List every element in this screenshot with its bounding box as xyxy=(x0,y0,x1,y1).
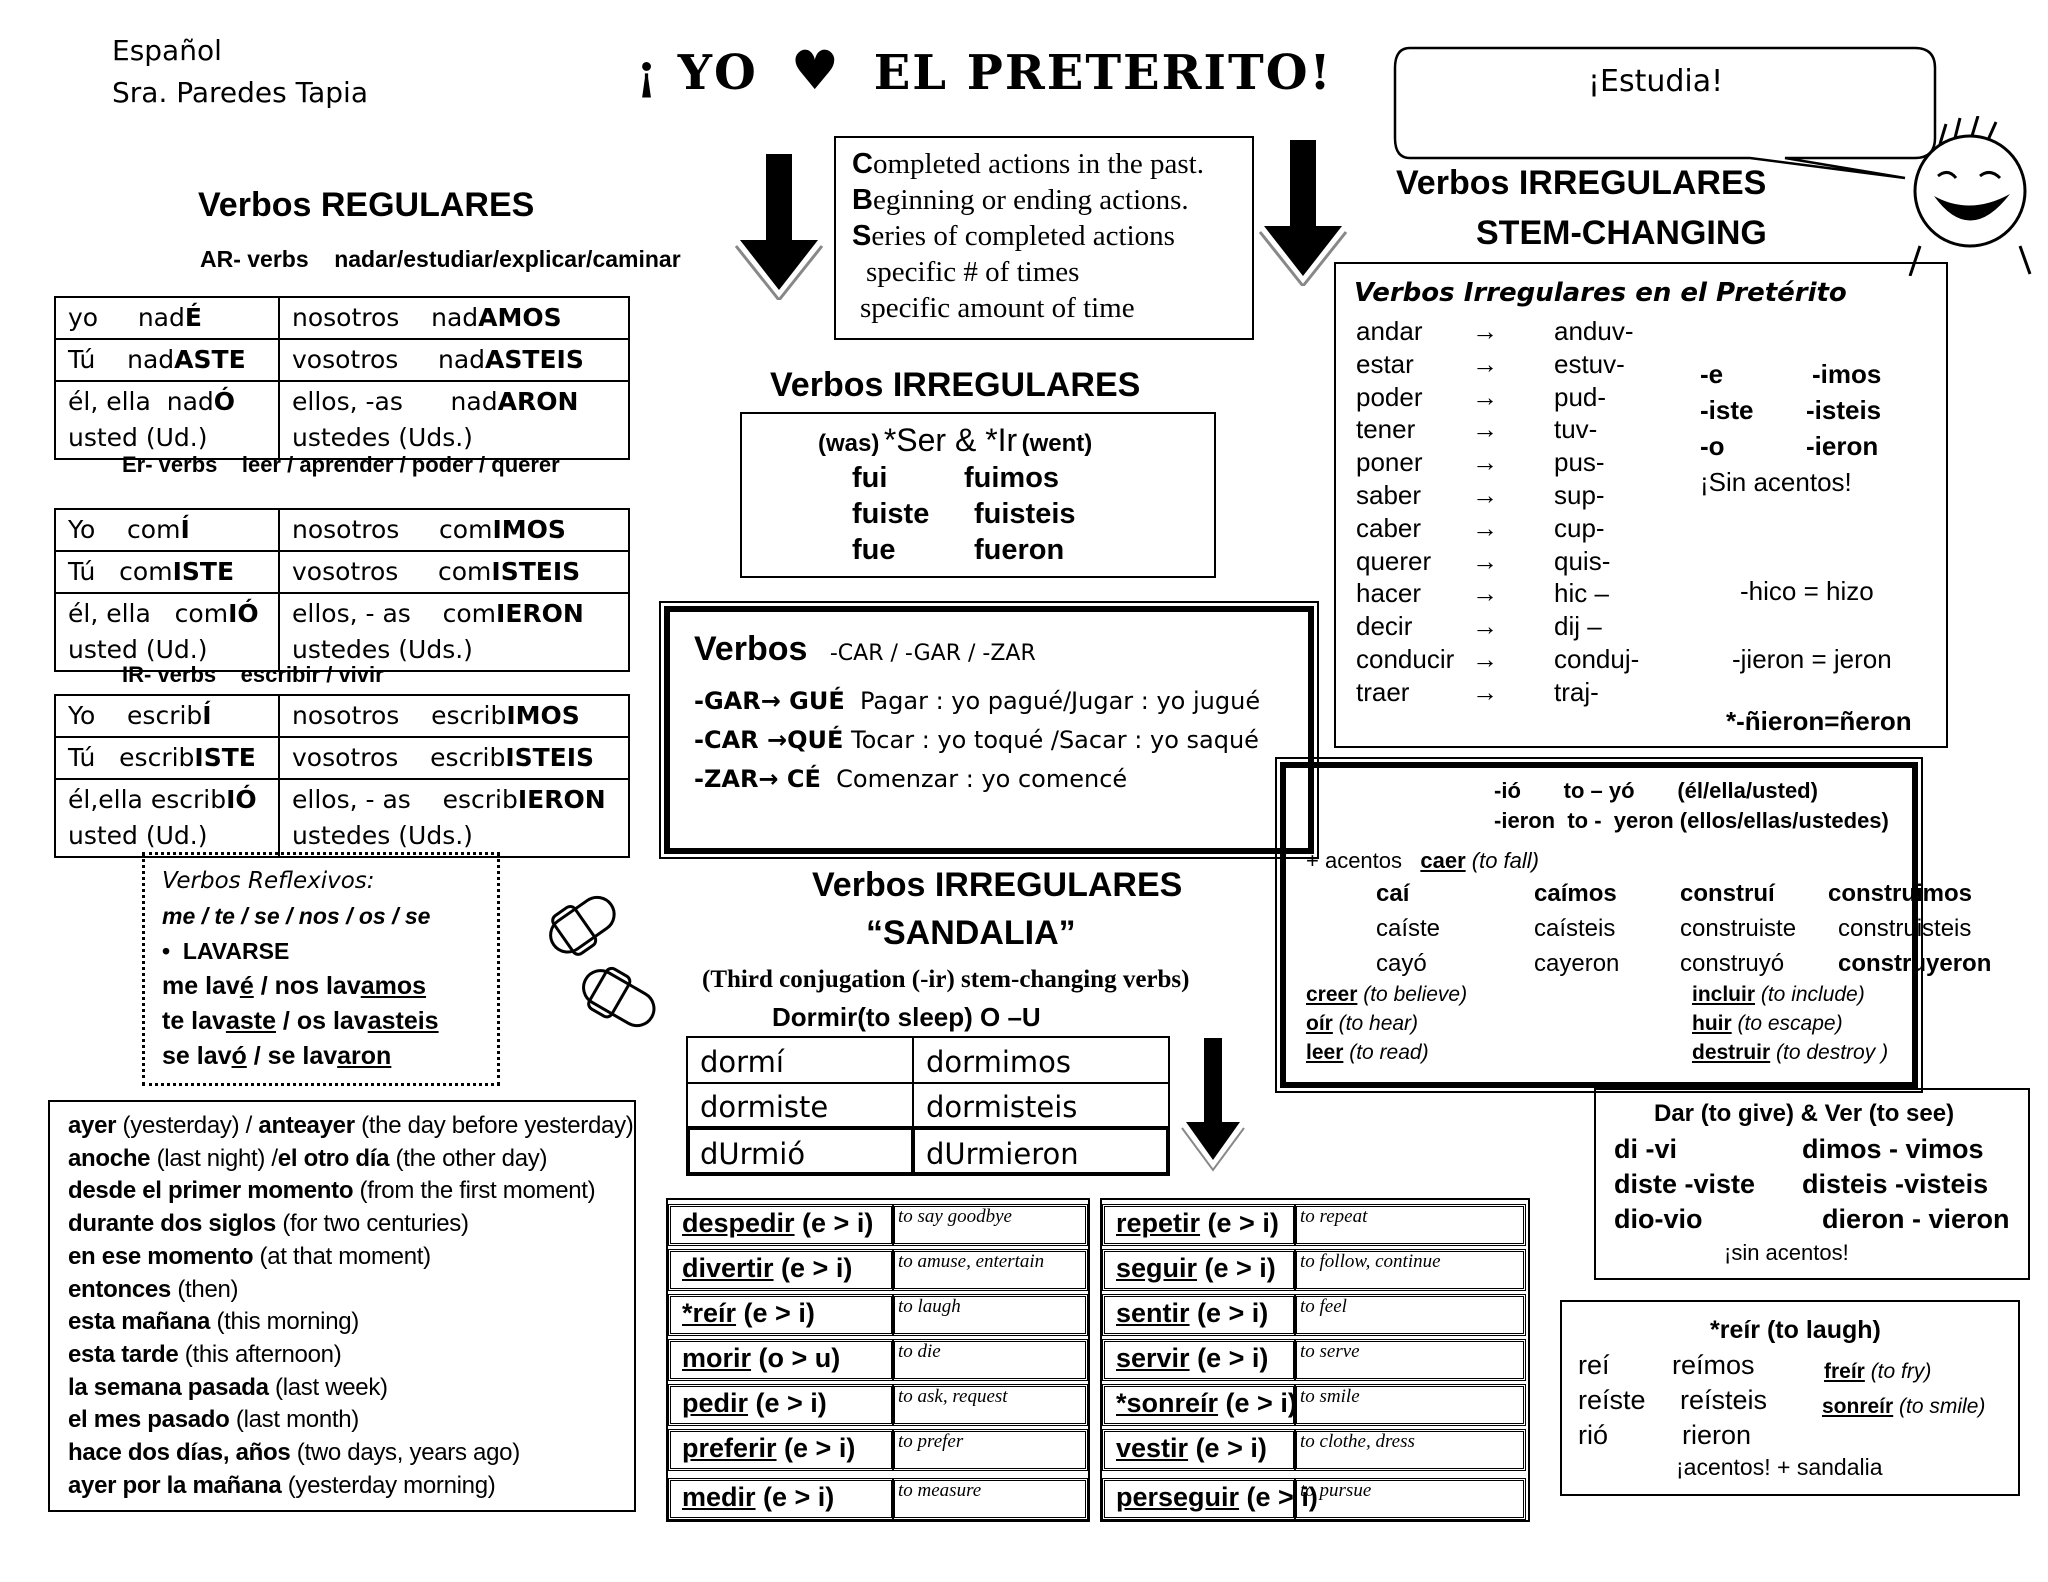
table-cell: ellos, - as comIERON ustedes (Uds.) xyxy=(279,593,629,671)
table-cell: vosotros nadASTEIS xyxy=(279,339,629,381)
table-cell: nosotros nadAMOS xyxy=(279,297,629,339)
table-cell: él,ella escribIÓ usted (Ud.) xyxy=(55,779,279,857)
table-row: construiste construisteis xyxy=(1680,915,1972,942)
stem-verb: medir (e > i) xyxy=(682,1482,835,1512)
ar-conjugation-table xyxy=(54,296,630,460)
list-item: huir (to escape) xyxy=(1692,1012,1843,1035)
use-item: specific # of times xyxy=(866,256,1080,288)
list-item: caber → cup- xyxy=(1356,512,1605,543)
list-item: el mes pasado (last month) xyxy=(68,1406,359,1434)
stem-section-subtitle: STEM-CHANGING xyxy=(1476,214,1767,252)
list-item: en ese momento (at that moment) xyxy=(68,1242,431,1270)
table-row: construí construimos xyxy=(1680,880,1973,907)
table-cell: ellos, - as escribIERON ustedes (Uds.) xyxy=(279,779,629,857)
list-item: freír (to fry) xyxy=(1824,1360,1932,1383)
list-item: desde el primer momento (from the first moment) xyxy=(68,1177,596,1205)
arrow-right-icon: → xyxy=(1472,578,1498,609)
table-row: rió rieron xyxy=(1578,1420,1752,1450)
table-cell: vosotros comISTEIS xyxy=(279,551,629,593)
list-item: hace dos días, años (two days, years ago) xyxy=(68,1439,520,1467)
verb-meaning: to repeat xyxy=(1300,1206,1368,1227)
lavarse-row: se lavó / se lavaron xyxy=(162,1042,392,1070)
table-row: construyó construyeron xyxy=(1680,950,1992,977)
stem-box-title: Verbos Irregulares en el Pretérito xyxy=(1354,278,1847,308)
list-item: leer (to read) xyxy=(1306,1041,1429,1064)
verb-meaning: to pursue xyxy=(1300,1480,1372,1501)
table-cell: él, ella comIÓ usted (Ud.) xyxy=(55,593,279,671)
arrow-right-icon: → xyxy=(1472,480,1498,510)
arrow-right-icon: → xyxy=(1472,348,1498,379)
ser-ir-heading: (was) *Ser & *Ir (went) xyxy=(818,422,1093,458)
table-cell: Yo comÍ xyxy=(55,509,279,551)
arrow-right-icon: → xyxy=(1472,316,1498,346)
dormir-label: Dormir(to sleep) O –U xyxy=(772,1002,1041,1032)
reflexive-pronouns: me / te / se / nos / os / se xyxy=(162,903,431,929)
dar-ver-title: Dar (to give) & Ver (to see) xyxy=(1654,1100,1955,1127)
time-expressions-list xyxy=(68,1110,633,1502)
use-item: Series of completed actions xyxy=(852,220,1175,252)
jieron-rule: -jieron = jeron xyxy=(1732,644,1892,674)
table-cell: él, ella nadÓ usted (Ud.) xyxy=(55,381,279,459)
regulares-title: Verbos REGULARES xyxy=(198,186,535,224)
smiley-face-icon xyxy=(1900,116,2040,276)
arrow-right-icon: → xyxy=(1472,512,1498,543)
table-cell: Tú nadASTE xyxy=(55,339,279,381)
sandalia-description: (Third conjugation (-ir) stem-changing verbs) xyxy=(702,966,1190,993)
lavarse-row: me lavé / nos lavamos xyxy=(162,972,427,1000)
verb-meaning: to ask, request xyxy=(898,1386,1008,1407)
dar-ver-note: ¡sin acentos! xyxy=(1724,1240,1849,1265)
ir-verbs-label: IR- verbs escribir / vivir xyxy=(122,662,384,687)
down-arrow-icon xyxy=(1178,1034,1248,1174)
io-yo-rule-2: -ieron to - yeron (ellos/ellas/ustedes) xyxy=(1494,808,1889,833)
stem-endings xyxy=(1700,356,1881,500)
title-part-1: ¡ YO xyxy=(636,45,758,101)
car-gar-zar-heading: Verbos -CAR / -GAR / -ZAR xyxy=(694,630,1036,668)
list-item: -o -ieron xyxy=(1700,431,1879,461)
arrow-right-icon: → xyxy=(1472,676,1498,707)
list-item: oír (to hear) xyxy=(1306,1012,1419,1035)
class-label: Español xyxy=(112,34,222,67)
list-item: andar → anduv- xyxy=(1356,316,1634,346)
reflexivos-title: Verbos Reflexivos: xyxy=(162,868,375,894)
use-item: Completed actions in the past. xyxy=(852,148,1204,180)
table-row: diste -viste disteis -visteis xyxy=(1614,1169,1989,1199)
list-item: fue fueron xyxy=(852,534,1065,566)
list-item: fui fuimos xyxy=(852,462,1060,494)
list-item: -CAR →QUÉ Tocar : yo toqué /Sacar : yo saqué xyxy=(694,726,1259,754)
list-item: poner → pus- xyxy=(1356,447,1605,478)
stem-verb: despedir (e > i) xyxy=(682,1208,874,1238)
ser-ir-forms xyxy=(852,460,1076,568)
reir-forms xyxy=(1578,1348,1767,1453)
table-cell: Yo escribÍ xyxy=(55,695,279,737)
verb-meaning: to feel xyxy=(1300,1296,1347,1317)
arrow-right-icon: → xyxy=(1472,644,1498,674)
list-item: -ZAR→ CÉ Comenzar : yo comencé xyxy=(694,765,1128,793)
stem-verb: divertir (e > i) xyxy=(682,1253,853,1283)
table-row: dormiste dormisteis xyxy=(700,1090,1078,1124)
stem-verb: pedir (e > i) xyxy=(682,1388,827,1418)
list-item: poder → pud- xyxy=(1356,381,1607,412)
list-item: destruir (to destroy ) xyxy=(1692,1041,1889,1064)
stem-verb: sentir (e > i) xyxy=(1116,1298,1269,1328)
yo-verbs-right xyxy=(1692,980,1888,1067)
stem-verb: servir (e > i) xyxy=(1116,1343,1269,1373)
verb-meaning: to smile xyxy=(1300,1386,1360,1407)
list-item: sonreír (to smile) xyxy=(1822,1395,1986,1418)
reir-title: *reír (to laugh) xyxy=(1710,1316,1881,1344)
table-row: caí caímos xyxy=(1376,880,1617,907)
ir-conjugation-table xyxy=(54,694,630,858)
table-row: reí reímos xyxy=(1578,1350,1755,1380)
arrow-right-icon: → xyxy=(1472,545,1498,576)
down-arrow-icon xyxy=(734,150,824,300)
arrow-right-icon: → xyxy=(1472,611,1498,642)
hico-rule: -hico = hizo xyxy=(1740,576,1874,606)
table-row: dormí dormimos xyxy=(700,1045,1071,1079)
table-cell: ellos, -as nadARON ustedes (Uds.) xyxy=(279,381,629,459)
construir-forms xyxy=(1680,876,1991,981)
verb-meaning: to clothe, dress xyxy=(1300,1431,1415,1452)
reflexivos-content xyxy=(162,864,439,1074)
list-item: saber → sup- xyxy=(1356,480,1605,510)
arrow-right-icon: → xyxy=(1472,447,1498,478)
list-item: conducir → conduj- xyxy=(1356,644,1640,674)
sandalia-title: Verbos IRREGULARES xyxy=(812,866,1183,904)
stem-verb: *sonreír (e > i) xyxy=(1116,1388,1297,1418)
reir-related xyxy=(1824,1354,1985,1424)
page-title xyxy=(636,38,1333,102)
car-gar-zar-rules xyxy=(694,682,1260,799)
verb-meaning: to amuse, entertain xyxy=(898,1251,1045,1272)
table-cell: yo nadÉ xyxy=(55,297,279,339)
table-cell: vosotros escribISTEIS xyxy=(279,737,629,779)
list-item: creer (to believe) xyxy=(1306,983,1468,1006)
stem-verb: repetir (e > i) xyxy=(1116,1208,1279,1238)
stem-section-title: Verbos IRREGULARES xyxy=(1396,164,1767,202)
stem-verb: perseguir (e > i) xyxy=(1116,1482,1318,1512)
ser-ir-section-title: Verbos IRREGULARES xyxy=(770,366,1141,404)
table-row: di -vi dimos - vimos xyxy=(1614,1134,1984,1164)
title-part-2: EL PRETERITO! xyxy=(873,45,1333,101)
preterite-uses-list xyxy=(852,146,1204,326)
list-item: -e -imos xyxy=(1700,359,1882,389)
verb-meaning: to follow, continue xyxy=(1300,1251,1441,1272)
table-cell: nosotros comIMOS xyxy=(279,509,629,551)
lavarse-row: te lavaste / os lavasteis xyxy=(162,1007,439,1035)
table-cell: Tú comISTE xyxy=(55,551,279,593)
table-row: reíste reísteis xyxy=(1578,1385,1768,1415)
table-row: caíste caísteis xyxy=(1376,915,1616,942)
list-item: esta mañana (this morning) xyxy=(68,1308,359,1336)
sandalia-subtitle: “SANDALIA” xyxy=(866,914,1076,952)
yo-verbs-left xyxy=(1306,980,1467,1067)
verb-meaning: to measure xyxy=(898,1480,982,1501)
io-yo-rule-1: -ió to – yó (él/ella/usted) xyxy=(1494,778,1818,803)
list-item: tener → tuv- xyxy=(1356,414,1598,445)
verb-meaning: to prefer xyxy=(898,1431,964,1452)
heart-icon: ♥ xyxy=(790,38,841,102)
list-item: ayer por la mañana (yesterday morning) xyxy=(68,1471,496,1499)
list-item: entonces (then) xyxy=(68,1275,239,1303)
table-cell: nosotros escribIMOS xyxy=(279,695,629,737)
list-item: traer → traj- xyxy=(1356,676,1599,707)
arrow-right-icon: → xyxy=(1472,381,1498,412)
stem-verb: seguir (e > i) xyxy=(1116,1253,1276,1283)
stem-verb: preferir (e > i) xyxy=(682,1433,856,1463)
no-accent-note: ¡Sin acentos! xyxy=(1700,467,1852,497)
list-item: fuiste fuisteis xyxy=(852,498,1076,530)
list-item: estar → estuv- xyxy=(1356,348,1625,379)
verb-meaning: to say goodbye xyxy=(898,1206,1012,1227)
teacher-name: Sra. Paredes Tapia xyxy=(112,76,368,109)
list-item: -GAR→ GUÉ Pagar : yo pagué/Jugar : yo jugué xyxy=(694,687,1261,715)
list-item: anoche (last night) /el otro día (the other day) xyxy=(68,1144,548,1172)
table-row: dio-vio dieron - vieron xyxy=(1614,1204,2010,1234)
list-item: -iste -isteis xyxy=(1700,395,1882,425)
stem-verb: *reír (e > i) xyxy=(682,1298,815,1328)
reir-note: ¡acentos! + sandalia xyxy=(1676,1454,1883,1480)
list-item: hacer → hic – xyxy=(1356,578,1609,609)
table-row: cayó cayeron xyxy=(1376,950,1620,977)
verb-meaning: to die xyxy=(898,1341,941,1362)
arrow-right-icon: → xyxy=(1472,414,1498,445)
list-item: ayer (yesterday) / anteayer (the day before yesterday) xyxy=(68,1112,634,1139)
use-item: specific amount of time xyxy=(860,292,1135,324)
nieron-rule: *-ñieron=ñeron xyxy=(1726,706,1912,736)
stem-verb: morir (o > u) xyxy=(682,1343,841,1373)
stem-verb: vestir (e > i) xyxy=(1116,1433,1267,1463)
sandals-icon xyxy=(540,890,670,1040)
er-verbs-label: Er- verbs leer / aprender / poder / querer xyxy=(122,452,560,477)
list-item: decir → dij – xyxy=(1356,611,1602,642)
table-cell: Tú escribISTE xyxy=(55,737,279,779)
list-item: la semana pasada (last week) xyxy=(68,1373,388,1401)
caer-forms xyxy=(1376,876,1619,981)
speech-text: ¡Estudia! xyxy=(1588,64,1724,99)
dar-ver-forms xyxy=(1614,1132,2010,1237)
list-item: esta tarde (this afternoon) xyxy=(68,1340,342,1368)
lavarse-bullet: • LAVARSE xyxy=(162,938,290,964)
caer-heading: + acentos caer (to fall) xyxy=(1306,848,1539,873)
list-item: durante dos siglos (for two centuries) xyxy=(68,1210,469,1238)
er-conjugation-table xyxy=(54,508,630,672)
use-item: Beginning or ending actions. xyxy=(852,184,1189,216)
ar-verbs-label: AR- verbs nadar/estudiar/explicar/caminar xyxy=(200,246,681,272)
verb-meaning: to serve xyxy=(1300,1341,1360,1362)
list-item: querer → quis- xyxy=(1356,545,1611,576)
table-row: dUrmió dUrmieron xyxy=(700,1137,1079,1171)
list-item: incluir (to include) xyxy=(1692,983,1865,1006)
verb-meaning: to laugh xyxy=(898,1296,961,1317)
dormir-forms xyxy=(700,1040,1079,1177)
